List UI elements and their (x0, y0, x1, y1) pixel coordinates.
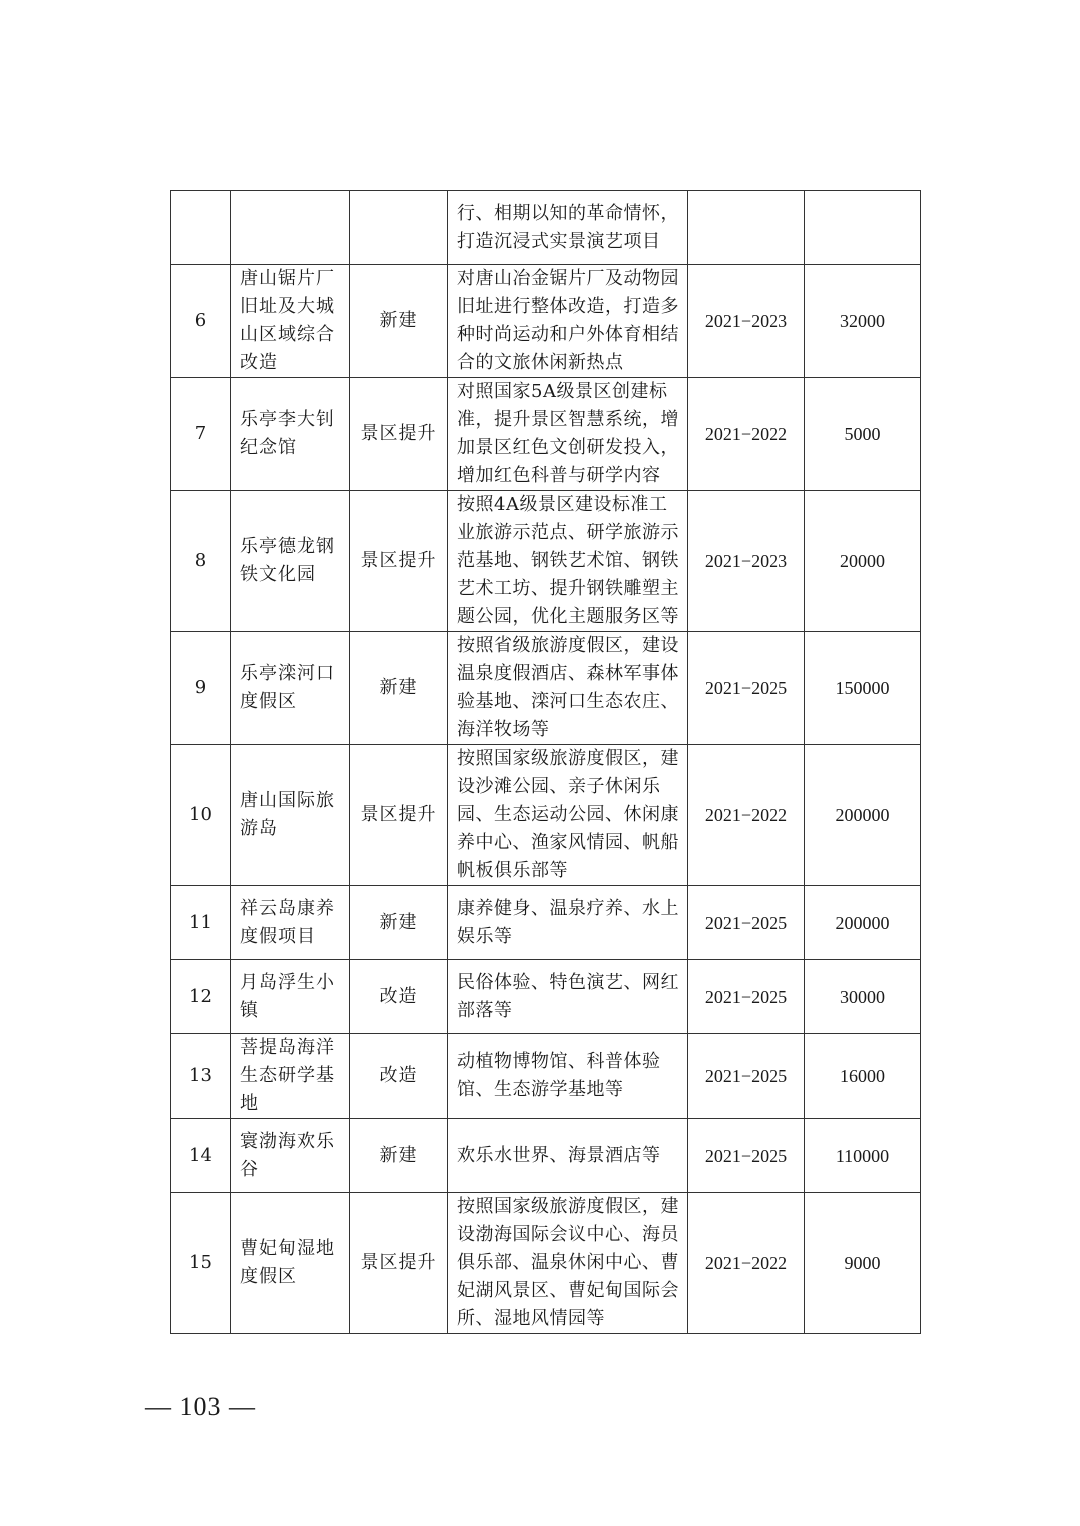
investment-amount: 16000 (805, 1034, 921, 1119)
investment-amount: 110000 (805, 1119, 921, 1193)
project-name: 唐山锯片厂旧址及大城山区域综合改造 (231, 265, 350, 378)
row-number: 8 (171, 491, 231, 632)
construction-period (688, 191, 805, 265)
investment-amount: 20000 (805, 491, 921, 632)
construction-period: 2021−2022 (688, 378, 805, 491)
construction-period: 2021−2022 (688, 1193, 805, 1334)
table-row (171, 378, 921, 491)
row-number (171, 191, 231, 265)
construction-content: 按照省级旅游度假区，建设温泉度假酒店、森林军事体验基地、滦河口生态农庄、海洋牧场等 (448, 632, 688, 745)
project-name: 曹妃甸湿地度假区 (231, 1193, 350, 1334)
construction-content: 康养健身、温泉疗养、水上娱乐等 (448, 886, 688, 960)
project-table (170, 190, 921, 1334)
investment-amount (805, 191, 921, 265)
construction-type: 新建 (350, 632, 448, 745)
table-row (171, 632, 921, 745)
construction-period: 2021−2025 (688, 1119, 805, 1193)
construction-type (350, 191, 448, 265)
row-number: 10 (171, 745, 231, 886)
construction-content: 动植物博物馆、科普体验馆、生态游学基地等 (448, 1034, 688, 1119)
construction-content: 按照国家级旅游度假区，建设渤海国际会议中心、海员俱乐部、温泉休闲中心、曹妃湖风景区、曹妃甸国际会所、湿地风情园等 (448, 1193, 688, 1334)
investment-amount: 32000 (805, 265, 921, 378)
project-name: 菩提岛海洋生态研学基地 (231, 1034, 350, 1119)
table-row (171, 960, 921, 1034)
row-number: 11 (171, 886, 231, 960)
row-number: 6 (171, 265, 231, 378)
table-row (171, 1034, 921, 1119)
construction-type: 景区提升 (350, 378, 448, 491)
project-name: 寰渤海欢乐谷 (231, 1119, 350, 1193)
project-name: 唐山国际旅游岛 (231, 745, 350, 886)
row-number: 12 (171, 960, 231, 1034)
construction-content: 欢乐水世界、海景酒店等 (448, 1119, 688, 1193)
investment-amount: 200000 (805, 886, 921, 960)
construction-type: 改造 (350, 960, 448, 1034)
investment-amount: 5000 (805, 378, 921, 491)
construction-period: 2021−2023 (688, 265, 805, 378)
construction-period: 2021−2025 (688, 1034, 805, 1119)
construction-type: 新建 (350, 1119, 448, 1193)
row-number: 7 (171, 378, 231, 491)
investment-amount: 30000 (805, 960, 921, 1034)
project-name: 乐亭李大钊纪念馆 (231, 378, 350, 491)
table-row (171, 1193, 921, 1334)
project-name: 乐亭滦河口度假区 (231, 632, 350, 745)
construction-content: 按照国家级旅游度假区，建设沙滩公园、亲子休闲乐园、生态运动公园、休闲康养中心、渔家风情园、帆船帆板俱乐部等 (448, 745, 688, 886)
construction-type: 景区提升 (350, 491, 448, 632)
table-row (171, 745, 921, 886)
construction-content: 行、相期以知的革命情怀，打造沉浸式实景演艺项目 (448, 191, 688, 265)
project-name: 乐亭德龙钢铁文化园 (231, 491, 350, 632)
construction-period: 2021−2022 (688, 745, 805, 886)
construction-type: 改造 (350, 1034, 448, 1119)
construction-content: 对唐山冶金锯片厂及动物园旧址进行整体改造，打造多种时尚运动和户外体育相结合的文旅休闲新热点 (448, 265, 688, 378)
row-number: 13 (171, 1034, 231, 1119)
row-number: 9 (171, 632, 231, 745)
page-number: — 103 — (145, 1392, 256, 1421)
project-name: 祥云岛康养度假项目 (231, 886, 350, 960)
investment-amount: 9000 (805, 1193, 921, 1334)
construction-period: 2021−2025 (688, 632, 805, 745)
construction-type: 景区提升 (350, 745, 448, 886)
row-number: 14 (171, 1119, 231, 1193)
investment-amount: 150000 (805, 632, 921, 745)
construction-type: 景区提升 (350, 1193, 448, 1334)
construction-content: 民俗体验、特色演艺、网红部落等 (448, 960, 688, 1034)
construction-type: 新建 (350, 265, 448, 378)
table-row (171, 265, 921, 378)
table-row (171, 191, 921, 265)
construction-period: 2021−2025 (688, 960, 805, 1034)
construction-period: 2021−2023 (688, 491, 805, 632)
construction-content: 按照4A级景区建设标准工业旅游示范点、研学旅游示范基地、钢铁艺术馆、钢铁艺术工坊、提升钢铁雕塑主题公园，优化主题服务区等 (448, 491, 688, 632)
table-row (171, 491, 921, 632)
table-row (171, 886, 921, 960)
table-row (171, 1119, 921, 1193)
row-number: 15 (171, 1193, 231, 1334)
construction-type: 新建 (350, 886, 448, 960)
construction-period: 2021−2025 (688, 886, 805, 960)
project-name: 月岛浮生小镇 (231, 960, 350, 1034)
investment-amount: 200000 (805, 745, 921, 886)
construction-content: 对照国家5A级景区创建标准，提升景区智慧系统，增加景区红色文创研发投入，增加红色科普与研学内容 (448, 378, 688, 491)
project-name (231, 191, 350, 265)
